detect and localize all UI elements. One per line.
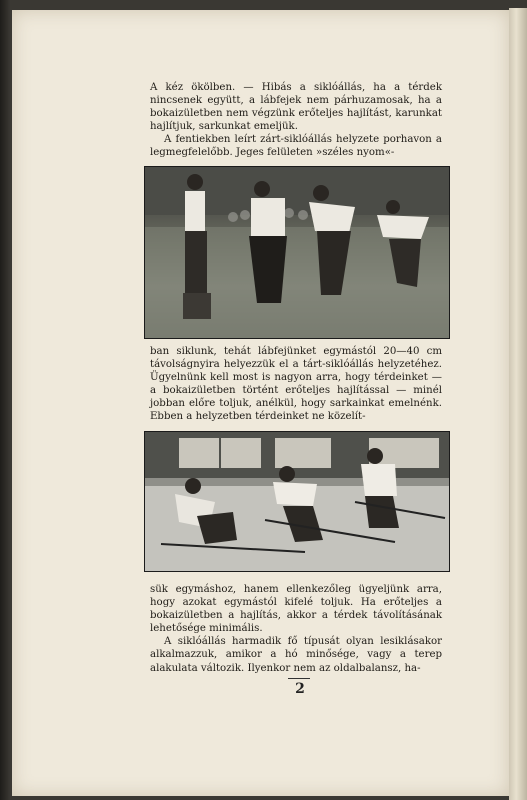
text-block-middle: [150, 345, 442, 424]
paragraph: A fentiekben leírt zárt-siklóállás helyzete porhavon a legmegfelelőbb. Jeges felületen »széles nyom«-: [150, 134, 442, 159]
photo-boys-exercise: [144, 166, 450, 339]
text-block-bottom: [150, 583, 442, 675]
photo-illustration: [145, 432, 449, 571]
photo-ski-stance: [144, 431, 450, 572]
photo-illustration: [145, 167, 449, 338]
book-edge: [509, 8, 527, 800]
paragraph: A kéz ökölben. — Hibás a siklóállás, ha a térdek nincsenek együtt, a lábfejek nem párhuzamosak, ha a bokaizületben nem végzünk erőteljes hajlítást, karunkat hajlítjuk, sarkunkat emeljük.: [150, 82, 442, 133]
paragraph: ban siklunk, tehát lábfejünket egymástól 20—40 cm távolságnyira helyezzük el a tárt-siklóállás helyzetéhez. Ügyelnünk kell most is nagyon arra, hogy térdeinket — a bokaizületben történt erőteljes hajlítással — minél jobban előre toljuk, anélkül, hogy sarkainkat emelnénk. Ebben a helyzetben térdeinket ne közelít-: [150, 346, 442, 423]
page-number: 2: [280, 681, 320, 697]
paragraph: sük egymáshoz, hanem ellenkezőleg ügyeljünk arra, hogy azokat egymástól kifelé toljuk. Ha erőteljes a bokaizületben a hajlítás, akkor a térdek távolításának lehetősége minimális.: [150, 584, 442, 635]
text-block-top: [150, 81, 442, 160]
paragraph: A siklóállás harmadik fő típusát olyan lesiklásakor alkalmazzuk, amikor a hó minősége, vagy a terep alakulata változik. Ilyenkor nem az oldalbalansz, ha-: [150, 636, 442, 674]
